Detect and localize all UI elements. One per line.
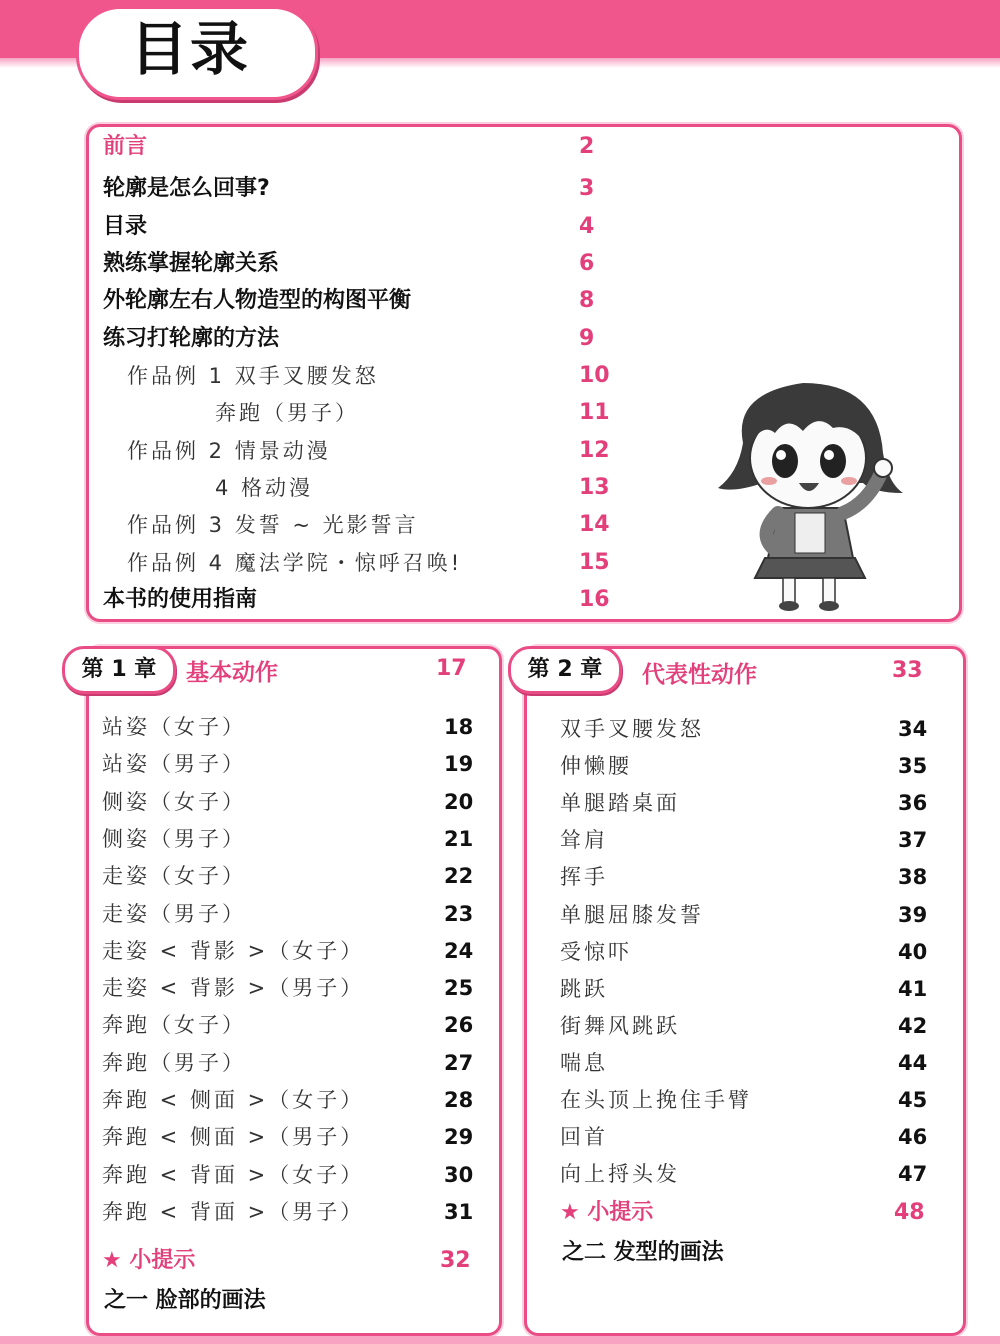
chapter1-item-page: 31 [444,1199,474,1224]
chapter1-tip-row [102,1246,482,1276]
chapter2-item-page: 39 [898,902,928,927]
chapter2-item-page: 38 [898,865,928,890]
chapter1-item-page: 27 [444,1050,474,1075]
front-matter-label: 奔跑（男子） [215,401,359,425]
chapter2-badge: 第 2 章 [508,646,622,694]
chapter2-item-page: 35 [898,754,928,779]
front-matter-label: 作品例 1 双手叉腰发怒 [127,364,379,388]
chapter1-item[interactable] [102,787,482,817]
chapter2-item[interactable] [560,751,940,781]
chapter2-item[interactable] [560,1122,940,1152]
chapter1-item-page: 21 [444,826,474,851]
chapter2-item-page: 47 [898,1162,928,1187]
chapter1-item[interactable] [102,749,482,779]
chapter2-item-label: 双手叉腰发怒 [560,717,704,741]
chapter1-item[interactable] [102,1010,482,1040]
chapter2-item-label: 伸懒腰 [560,754,632,779]
chapter1-page: 17 [436,656,467,681]
front-matter-page: 6 [579,251,595,276]
front-matter-item[interactable] [103,132,603,162]
front-matter-page: 15 [579,550,610,575]
chapter1-item-page: 24 [444,938,474,963]
chapter2-item-label: 街舞风跳跃 [560,1013,680,1038]
chapter1-item-label: 奔跑 < 背面 >（男子） [102,1199,365,1224]
chapter2-item-label: 单腿踏桌面 [560,791,680,816]
front-matter-item[interactable] [103,324,603,354]
front-matter-item[interactable] [103,361,610,391]
front-matter-item[interactable] [103,436,610,466]
front-matter-page: 3 [579,176,595,201]
chapter1-item-page: 18 [444,715,474,739]
front-matter-page: 2 [579,134,595,159]
front-matter-label: 目录 [103,214,148,239]
chapter2-item-label: 耸肩 [560,828,608,853]
chapter2-title: 代表性动作 [642,662,757,688]
chapter2-item[interactable] [560,900,940,930]
chapter1-tip-page: 32 [440,1248,471,1273]
front-matter-item[interactable] [103,174,603,204]
chapter1-item[interactable] [102,861,482,891]
chapter2-tip-label: ★ 小提示 [560,1200,654,1225]
chapter2-page: 33 [892,658,923,683]
chapter2-item-label: 跳跃 [560,976,608,1001]
footer-band [0,1336,1000,1344]
chapter1-item-page: 22 [444,864,474,889]
chapter1-item-page: 26 [444,1013,474,1038]
chapter1-item-page: 19 [444,752,474,777]
front-matter-label: 练习打轮廓的方法 [103,326,280,351]
chapter1-item[interactable] [102,712,482,742]
chapter2-tip-row [560,1198,940,1228]
chapter2-item[interactable] [560,1048,940,1078]
front-matter-label: 熟练掌握轮廓关系 [103,251,280,276]
front-matter-label: 外轮廓左右人物造型的构图平衡 [103,288,412,313]
front-matter-page: 12 [579,438,610,463]
front-matter-label: 作品例 2 情景动漫 [127,439,331,463]
chapter2-item-label: 向上捋头发 [560,1162,680,1187]
chapter2-item-page: 45 [898,1088,928,1112]
chapter2-tip-page: 48 [894,1200,925,1225]
chapter1-item[interactable] [102,973,482,1003]
chapter2-item-page: 42 [898,1013,928,1038]
front-matter-page: 4 [579,214,595,239]
chapter2-item[interactable] [560,788,940,818]
front-matter-item[interactable] [103,212,603,242]
chapter1-tip-sub: 之一 脸部的画法 [104,1288,266,1313]
chapter1-item-page: 28 [444,1088,474,1112]
front-matter-box [86,124,962,622]
front-matter-item[interactable] [103,249,603,279]
chapter1-item[interactable] [102,1085,482,1115]
chapter1-tip-label: ★ 小提示 [102,1248,196,1273]
chapter1-item-label: 走姿 < 背影 >（女子） [102,938,365,963]
chapter1-item-page: 20 [444,789,474,814]
chapter2-item[interactable] [560,974,940,1004]
chapter2-item-page: 40 [898,939,928,964]
chapter1-item-page: 23 [444,901,474,926]
chapter2-tip-sub: 之二 发型的画法 [562,1240,724,1265]
front-matter-item[interactable] [103,510,610,540]
chapter2-item[interactable] [560,937,940,967]
chapter2-item-page: 41 [898,976,928,1001]
chapter1-item-page: 25 [444,976,474,1001]
chapter2-item-label: 回首 [560,1125,608,1150]
front-matter-page: 16 [579,587,610,612]
chapter1-item-label: 走姿 < 背影 >（男子） [102,976,365,1001]
front-matter-item[interactable] [103,398,610,428]
front-matter-item[interactable] [103,585,610,615]
chapter2-item[interactable] [560,1159,940,1189]
chapter2-item-page: 36 [898,791,928,816]
chapter1-item[interactable] [102,1122,482,1152]
page-title: 目录 [130,15,251,83]
chapter1-item-page: 29 [444,1125,474,1150]
chapter1-item[interactable] [102,824,482,854]
chapter2-item-label: 在头顶上挽住手臂 [560,1088,752,1112]
front-matter-label: 本书的使用指南 [103,587,258,612]
chapter2-item[interactable] [560,1011,940,1041]
chapter2-item[interactable] [560,862,940,892]
chapter1-item-label: 奔跑 < 侧面 >（男子） [102,1125,365,1150]
front-matter-label: 前言 [103,134,148,159]
chapter2-item-label: 喘息 [560,1050,608,1075]
chapter2-item-label: 挥手 [560,865,608,890]
chapter1-item-label: 站姿（男子） [102,752,246,777]
chapter1-item[interactable] [102,899,482,929]
chapter1-item[interactable] [102,1197,482,1227]
chapter1-item-label: 奔跑（女子） [102,1013,246,1038]
front-matter-page: 10 [579,363,610,388]
front-matter-label: 轮廓是怎么回事? [103,176,270,201]
chapter1-item-label: 侧姿（男子） [102,826,246,851]
front-matter-label: 作品例 3 发誓 ~ 光影誓言 [127,513,419,537]
front-matter-page: 13 [579,475,610,500]
chapter2-item-label: 单腿屈膝发誓 [560,902,704,927]
chapter1-item-label: 走姿（女子） [102,864,246,889]
front-matter-page: 8 [579,288,595,313]
front-matter-page: 9 [579,326,595,351]
front-matter-page: 11 [579,400,610,425]
front-matter-item[interactable] [103,473,610,503]
chapter2-item-page: 34 [898,717,928,741]
chapter1-title: 基本动作 [186,660,278,686]
chapter1-item-label: 奔跑 < 侧面 >（女子） [102,1088,365,1112]
front-matter-label: 作品例 4 魔法学院・惊呼召唤! [127,551,463,575]
chibi-girl-illustration [703,373,913,613]
chapter1-item-page: 30 [444,1162,474,1187]
chapter2-item-page: 37 [898,828,928,853]
chapter2-item[interactable] [560,825,940,855]
chapter2-item[interactable] [560,714,940,744]
chapter2-item-label: 受惊吓 [560,939,632,964]
chapter2-item-page: 46 [898,1125,928,1150]
chapter1-item[interactable] [102,936,482,966]
chapter1-badge: 第 1 章 [62,646,176,694]
front-matter-page: 14 [579,512,610,537]
chapter2-item-page: 44 [898,1050,928,1075]
chapter1-item[interactable] [102,1160,482,1190]
chapter2-item[interactable] [560,1085,940,1115]
front-matter-item[interactable] [103,286,603,316]
chapter1-item-label: 走姿（男子） [102,901,246,926]
chapter1-item-label: 侧姿（女子） [102,789,246,814]
front-matter-label: 4 格动漫 [215,476,314,500]
chapter1-item-label: 奔跑（男子） [102,1050,246,1075]
front-matter-item[interactable] [103,548,610,578]
chapter1-item-label: 站姿（女子） [102,715,246,739]
chapter1-item[interactable] [102,1048,482,1078]
chapter1-item-label: 奔跑 < 背面 >（女子） [102,1162,365,1187]
